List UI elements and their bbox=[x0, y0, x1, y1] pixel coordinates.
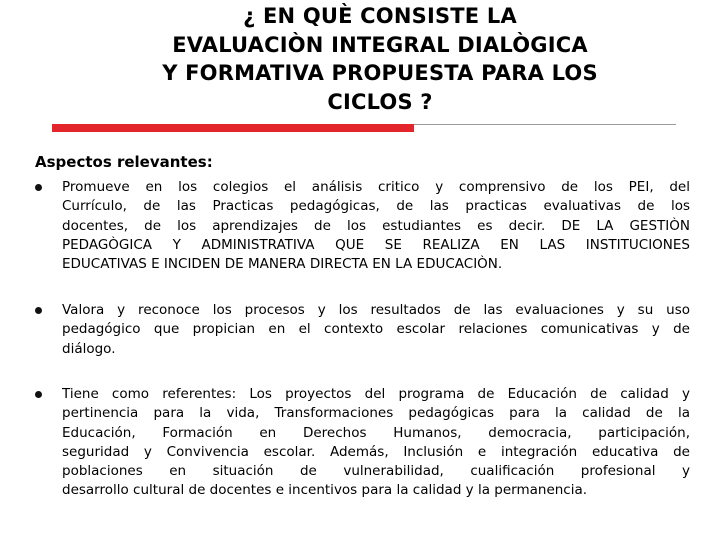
bullet-item bbox=[35, 385, 690, 501]
bullet-line: EDUCATIVAS E INCIDEN DE MANERA DIRECTA EN LA EDUCACIÒN. bbox=[62, 256, 503, 273]
bullet-dot-icon bbox=[35, 184, 42, 191]
bullet-line: seguridad y Convivencia escolar. Además, Inclusión e integración educativa de bbox=[62, 443, 690, 460]
bullet-line: pertinencia para la vida, Transformaciones pedagógicas para la calidad de la bbox=[62, 405, 690, 422]
section-heading: Aspectos relevantes: bbox=[35, 153, 213, 171]
bullet-line: desarrollo cultural de docentes e incentivos para la calidad y la permanencia. bbox=[62, 482, 588, 499]
bullet-line: docentes, de los aprendizajes de los estudiantes es decir. DE LA GESTIÒN bbox=[62, 217, 690, 234]
bullet-line: Currículo, de las Practicas pedagógicas, de las practicas evaluativas de los bbox=[62, 198, 690, 215]
bullet-text bbox=[62, 385, 690, 501]
title-line: CICLOS ? bbox=[327, 89, 433, 114]
slide-title bbox=[80, 2, 680, 116]
bullet-line: Valora y reconoce los procesos y los resultados de las evaluaciones y su uso bbox=[62, 302, 690, 318]
bullet-item bbox=[35, 301, 690, 359]
bullet-line: poblaciones en situación de vulnerabilidad, cualificación profesional y bbox=[62, 463, 690, 480]
bullet-line: Educación, Formación en Derechos Humanos, democracia, participación, bbox=[62, 424, 690, 441]
bullet-line: pedagógico que propician en el contexto escolar relaciones comunicativas y de bbox=[62, 321, 690, 338]
title-line: ¿ EN QUÈ CONSISTE LA bbox=[243, 4, 517, 28]
title-line: EVALUACIÒN INTEGRAL DIALÒGICA bbox=[172, 32, 588, 57]
bullet-dot-icon bbox=[35, 307, 42, 314]
bullet-text bbox=[62, 178, 690, 274]
title-divider-line bbox=[414, 124, 676, 125]
title-line: Y FORMATIVA PROPUESTA PARA LOS bbox=[162, 61, 598, 85]
bullet-item bbox=[35, 178, 690, 274]
bullet-dot-icon bbox=[35, 391, 42, 398]
bullet-line: PEDAGÒGICA Y ADMINISTRATIVA QUE SE REALIZA EN LAS INSTITUCIONES bbox=[62, 236, 690, 253]
bullet-line: Tiene como referentes: Los proyectos del programa de Educación de calidad y bbox=[62, 386, 690, 402]
bullet-text bbox=[62, 301, 690, 359]
bullet-line: diálogo. bbox=[62, 340, 116, 357]
bullet-line: Promueve en los colegios el análisis critico y comprensivo de los PEI, del bbox=[62, 179, 690, 195]
title-accent-rule bbox=[52, 124, 414, 132]
